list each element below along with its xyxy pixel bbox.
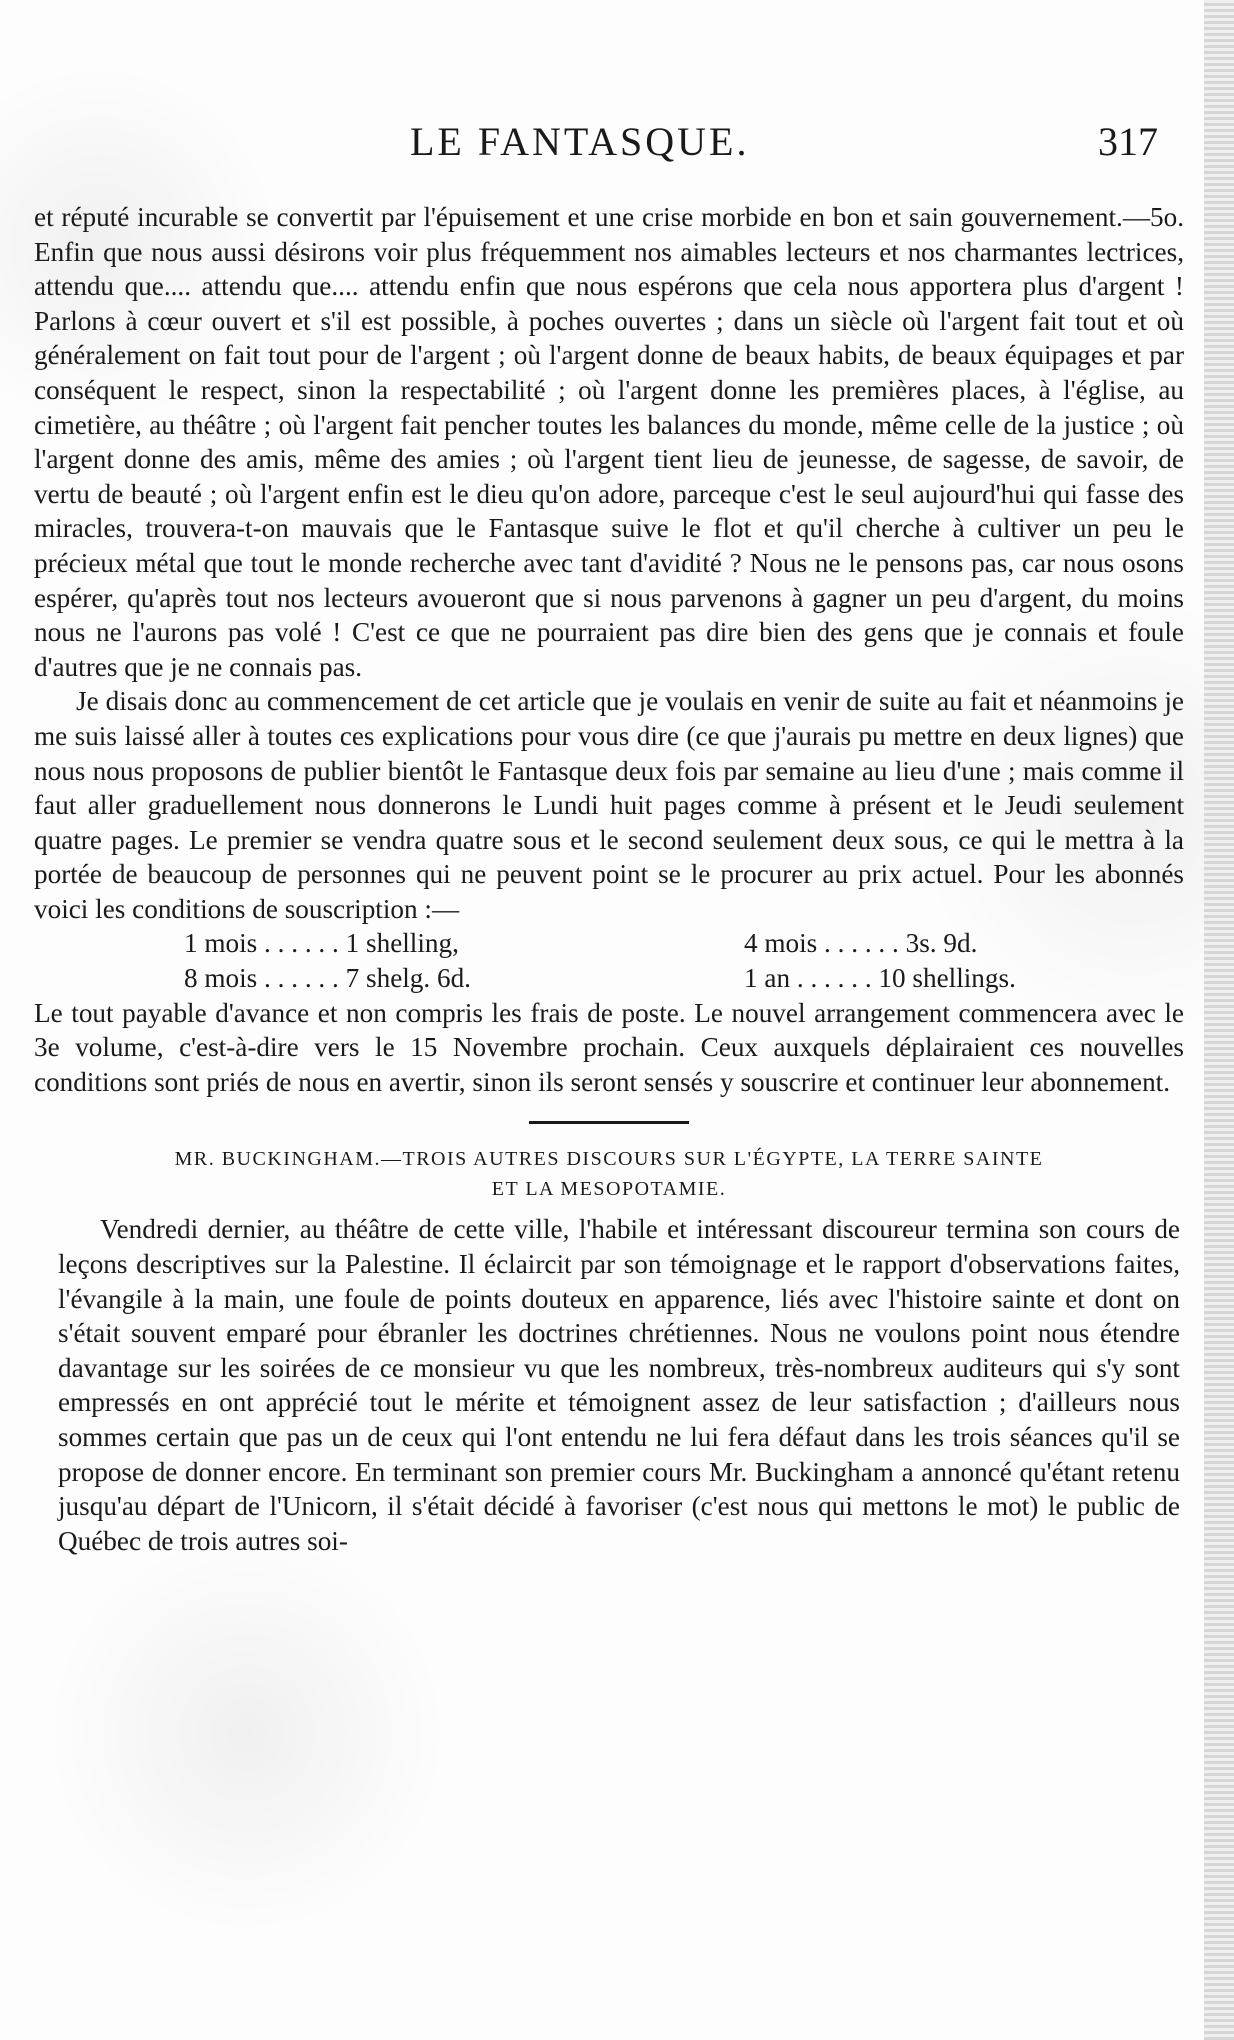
subscription-row xyxy=(34,961,1184,996)
subscription-table xyxy=(34,926,1184,995)
section-heading xyxy=(34,1144,1184,1204)
page-edge xyxy=(1204,0,1234,2040)
running-title: LE FANTASQUE. xyxy=(410,119,750,164)
page-number: 317 xyxy=(1098,119,1158,164)
subscription-term: 1 mois . . . . . . 1 shelling, xyxy=(184,928,459,959)
subscription-term: 8 mois . . . . . . 7 shelg. 6d. xyxy=(184,963,471,994)
paragraph-publication-plan: Je disais donc au commencement de cet article que je voulais en venir de suite au fait et néanmoins je me suis laissé aller à toutes ces explications pour vous dire (ce que j'aurais pu mettre en deux lignes) que nous nous proposons de publier bientôt le Fantasque deux fois par semaine au lieu d'une ; mais comme il faut aller graduellement nous donnerons le Lundi huit pages comme à présent et le Jeudi seulement quatre pages. Le premier se vendra quatre sous et le second seulement deux sous, ce qui le mettra à la portée de beaucoup de personnes qui ne peuvent point se le procurer au prix actuel. Pour les abonnés voici les conditions de souscription :— xyxy=(34,686,1184,924)
paragraph-payment-terms: Le tout payable d'avance et non compris les frais de poste. Le nouvel arrangement commencera avec le 3e volume, c'est-à-dire vers le 15 Novembre prochain. Ceux auxquels déplairaient ces nouvelles conditions sont priés de nous en avertir, sinon ils seront sensés y souscrire et continuer leur abonnement. xyxy=(34,997,1184,1097)
article-body xyxy=(34,200,1184,1558)
section-heading-line: MR. BUCKINGHAM.—TROIS AUTRES DISCOURS SUR L'ÉGYPTE, LA TERRE SAINTE xyxy=(174,1148,1044,1171)
page-header xyxy=(0,118,1180,178)
section-divider xyxy=(529,1121,689,1124)
subscription-term: 4 mois . . . . . . 3s. 9d. xyxy=(744,928,978,959)
subscription-row xyxy=(34,926,1184,961)
subscription-term: 1 an . . . . . . 10 shellings. xyxy=(744,963,1016,994)
paragraph-buckingham: Vendredi dernier, au théâtre de cette ville, l'habile et intéressant discoureur termina son cours de leçons descriptives sur la Palestine. Il éclaircit par son témoignage et le rapport d'observations faites, l'évangile à la main, une foule de points douteux en apparence, liés avec l'histoire sainte et dont on s'était souvent emparé pour ébranler les doctrines chrétiennes. Nous ne voulons point nous étendre davantage sur les soirées de ce monsieur vu que les nombreux, très-nombreux auditeurs qui s'y sont empressés en ont apprécié tout le mérite et témoignent assez de leur satisfaction ; d'ailleurs nous sommes certain que pas un de ceux qui l'ont entendu ne lui fera défaut dans les trois séances qu'il se propose de donner encore. En terminant son premier cours Mr. Buckingham a annoncé qu'étant retenu jusqu'au départ de l'Unicorn, il s'était décidé à favoriser (c'est nous qui mettons le mot) le public de Québec de trois autres soi- xyxy=(58,1214,1180,1556)
paragraph-money: et réputé incurable se convertit par l'épuisement et une crise morbide en bon et sain gouvernement.—5o. Enfin que nous aussi désirons voir plus fréquemment nos aimables lecteurs et nos charmantes lectrices, attendu que.... attendu que.... attendu enfin que nous espérons que cela nous apportera plus d'argent ! Parlons à cœur ouvert et s'il est possible, à poches ouvertes ; dans un siècle où l'argent fait tout et où généralement on fait tout pour de l'argent ; où l'argent donne de beaux habits, de beaux équipages et par conséquent le respect, sinon la respectabilité ; où l'argent donne les premières places, à l'église, au cimetière, au théâtre ; où l'argent fait pencher toutes les balances du monde, même celle de la justice ; où l'argent donne des amis, même des amies ; où l'argent tient lieu de jeunesse, de sagesse, de savoir, de vertu de beauté ; où l'argent enfin est le dieu qu'on adore, parceque c'est le seul aujourd'hui qui fasse des miracles, trouvera-t-on mauvais que le Fantasque suive le flot et qu'il cherche à cultiver un peu le précieux métal que tout le monde recherche avec tant d'avidité ? Nous ne le pensons pas, car nous osons espérer, qu'après tout nos lecteurs avoueront que si nous parvenons à gagner un peu d'argent, du moins nous ne l'aurons pas volé ! C'est ce que ne pourraient pas dire bien des gens que je connais et foule d'autres que je ne connais pas. xyxy=(34,202,1184,682)
section-body xyxy=(34,1212,1184,1558)
section-heading-line: ET LA MESOPOTAMIE. xyxy=(491,1178,727,1201)
